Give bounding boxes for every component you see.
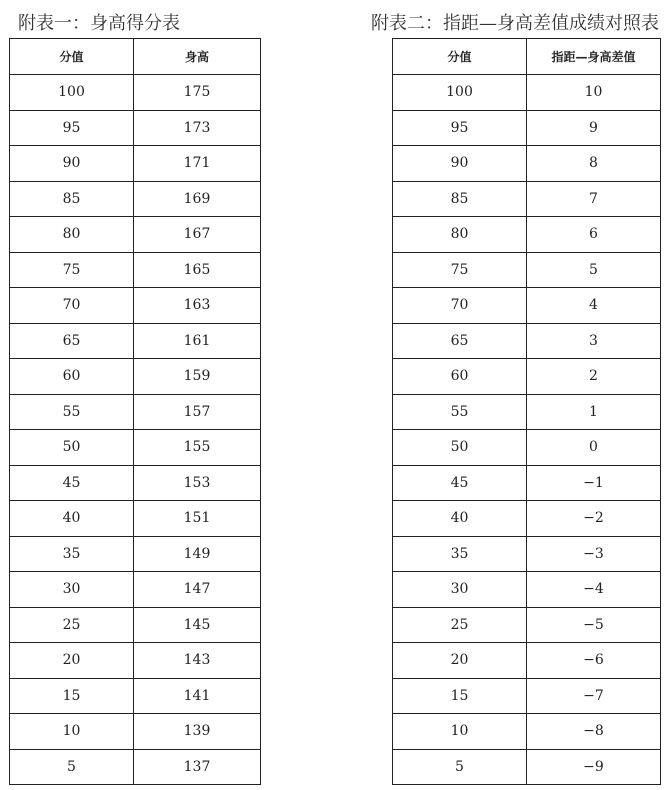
table-cell: 175 [134,75,261,111]
table-cell: 80 [393,217,527,253]
table-cell: 9 [527,110,661,146]
table-cell: 35 [10,536,134,572]
table1-caption: 附表一：身高得分表 [18,13,180,34]
table-cell: 60 [393,359,527,395]
table-cell: −8 [527,714,661,750]
table-row [393,643,661,679]
table-row [10,394,261,430]
table-row [10,323,261,359]
table-cell: 20 [10,643,134,679]
table-row [393,430,661,466]
table-row [393,252,661,288]
table-cell: 153 [134,465,261,501]
table-cell: 40 [393,501,527,537]
armspan-height-difference-table [392,38,661,785]
table-cell: 90 [393,146,527,182]
table-cell: 8 [527,146,661,182]
table-cell: 163 [134,288,261,324]
table-cell: 5 [10,749,134,785]
table-cell: 0 [527,430,661,466]
table-row [10,714,261,750]
table-cell: 145 [134,607,261,643]
table-cell: 1 [527,394,661,430]
table-row [10,430,261,466]
table-cell: 25 [393,607,527,643]
table-cell: 95 [10,110,134,146]
table-row [10,181,261,217]
column-header-difference: 指距—身高差值 [527,39,661,75]
table-row [10,75,261,111]
table-cell: 10 [527,75,661,111]
table-cell: 159 [134,359,261,395]
table-cell: 70 [10,288,134,324]
table-cell: 5 [527,252,661,288]
table-row [10,749,261,785]
table-cell: 55 [393,394,527,430]
table-row [10,288,261,324]
table-row [393,749,661,785]
column-header-score: 分值 [393,39,527,75]
table-row [393,359,661,395]
table-cell: 141 [134,678,261,714]
table-cell: 169 [134,181,261,217]
table-cell: 85 [393,181,527,217]
column-header-score: 分值 [10,39,134,75]
table-cell: 173 [134,110,261,146]
table-row [10,252,261,288]
table-cell: 7 [527,181,661,217]
table-cell: 30 [393,572,527,608]
table-row [393,75,661,111]
table-cell: 157 [134,394,261,430]
table-cell: 5 [393,749,527,785]
table-cell: 139 [134,714,261,750]
table-cell: 35 [393,536,527,572]
table-row [393,536,661,572]
table-cell: 3 [527,323,661,359]
table-cell: 50 [10,430,134,466]
table-cell: 137 [134,749,261,785]
table-cell: 65 [10,323,134,359]
table-cell: −6 [527,643,661,679]
table-cell: 70 [393,288,527,324]
table-cell: 45 [10,465,134,501]
table-cell: 60 [10,359,134,395]
table-row [393,501,661,537]
height-score-table [9,38,261,785]
table-row [393,217,661,253]
table-cell: 4 [527,288,661,324]
table-cell: 100 [393,75,527,111]
table-cell: −3 [527,536,661,572]
table-cell: 40 [10,501,134,537]
table-cell: 15 [10,678,134,714]
table-cell: 30 [10,572,134,608]
table-cell: 161 [134,323,261,359]
table-row [10,678,261,714]
table-row [393,181,661,217]
table-cell: 85 [10,181,134,217]
table-cell: 167 [134,217,261,253]
table-cell: 75 [393,252,527,288]
table-row [10,643,261,679]
table-cell: 100 [10,75,134,111]
table-cell: 155 [134,430,261,466]
table-cell: 151 [134,501,261,537]
table-row [393,323,661,359]
table-cell: 143 [134,643,261,679]
table-cell: 50 [393,430,527,466]
table-cell: 171 [134,146,261,182]
table-row [10,501,261,537]
table-cell: 65 [393,323,527,359]
table-row [393,714,661,750]
table-row [10,146,261,182]
table-header-row [393,39,661,75]
table-cell: 10 [393,714,527,750]
table-cell: −9 [527,749,661,785]
table-row [10,217,261,253]
table-row [10,359,261,395]
table-row [393,678,661,714]
column-header-height: 身高 [134,39,261,75]
table-cell: 6 [527,217,661,253]
table-row [10,536,261,572]
table-row [393,288,661,324]
table-cell: 147 [134,572,261,608]
table-cell: 25 [10,607,134,643]
table-row [393,607,661,643]
table2-caption: 附表二：指距—身高差值成绩对照表 [371,13,659,34]
table-cell: 75 [10,252,134,288]
table-cell: 90 [10,146,134,182]
table-header-row [10,39,261,75]
table-cell: −4 [527,572,661,608]
table-cell: −1 [527,465,661,501]
table-row [393,394,661,430]
table-cell: 20 [393,643,527,679]
table-cell: 55 [10,394,134,430]
table-cell: 165 [134,252,261,288]
table-cell: 45 [393,465,527,501]
table-cell: 10 [10,714,134,750]
table-row [393,572,661,608]
table-row [393,465,661,501]
table-cell: 149 [134,536,261,572]
table-cell: 15 [393,678,527,714]
table-row [393,146,661,182]
table-cell: 2 [527,359,661,395]
table-cell: −2 [527,501,661,537]
table-row [10,572,261,608]
table-cell: 95 [393,110,527,146]
table-row [10,110,261,146]
table-row [10,607,261,643]
table-cell: −5 [527,607,661,643]
table-cell: 80 [10,217,134,253]
table-cell: −7 [527,678,661,714]
table-row [393,110,661,146]
table-row [10,465,261,501]
